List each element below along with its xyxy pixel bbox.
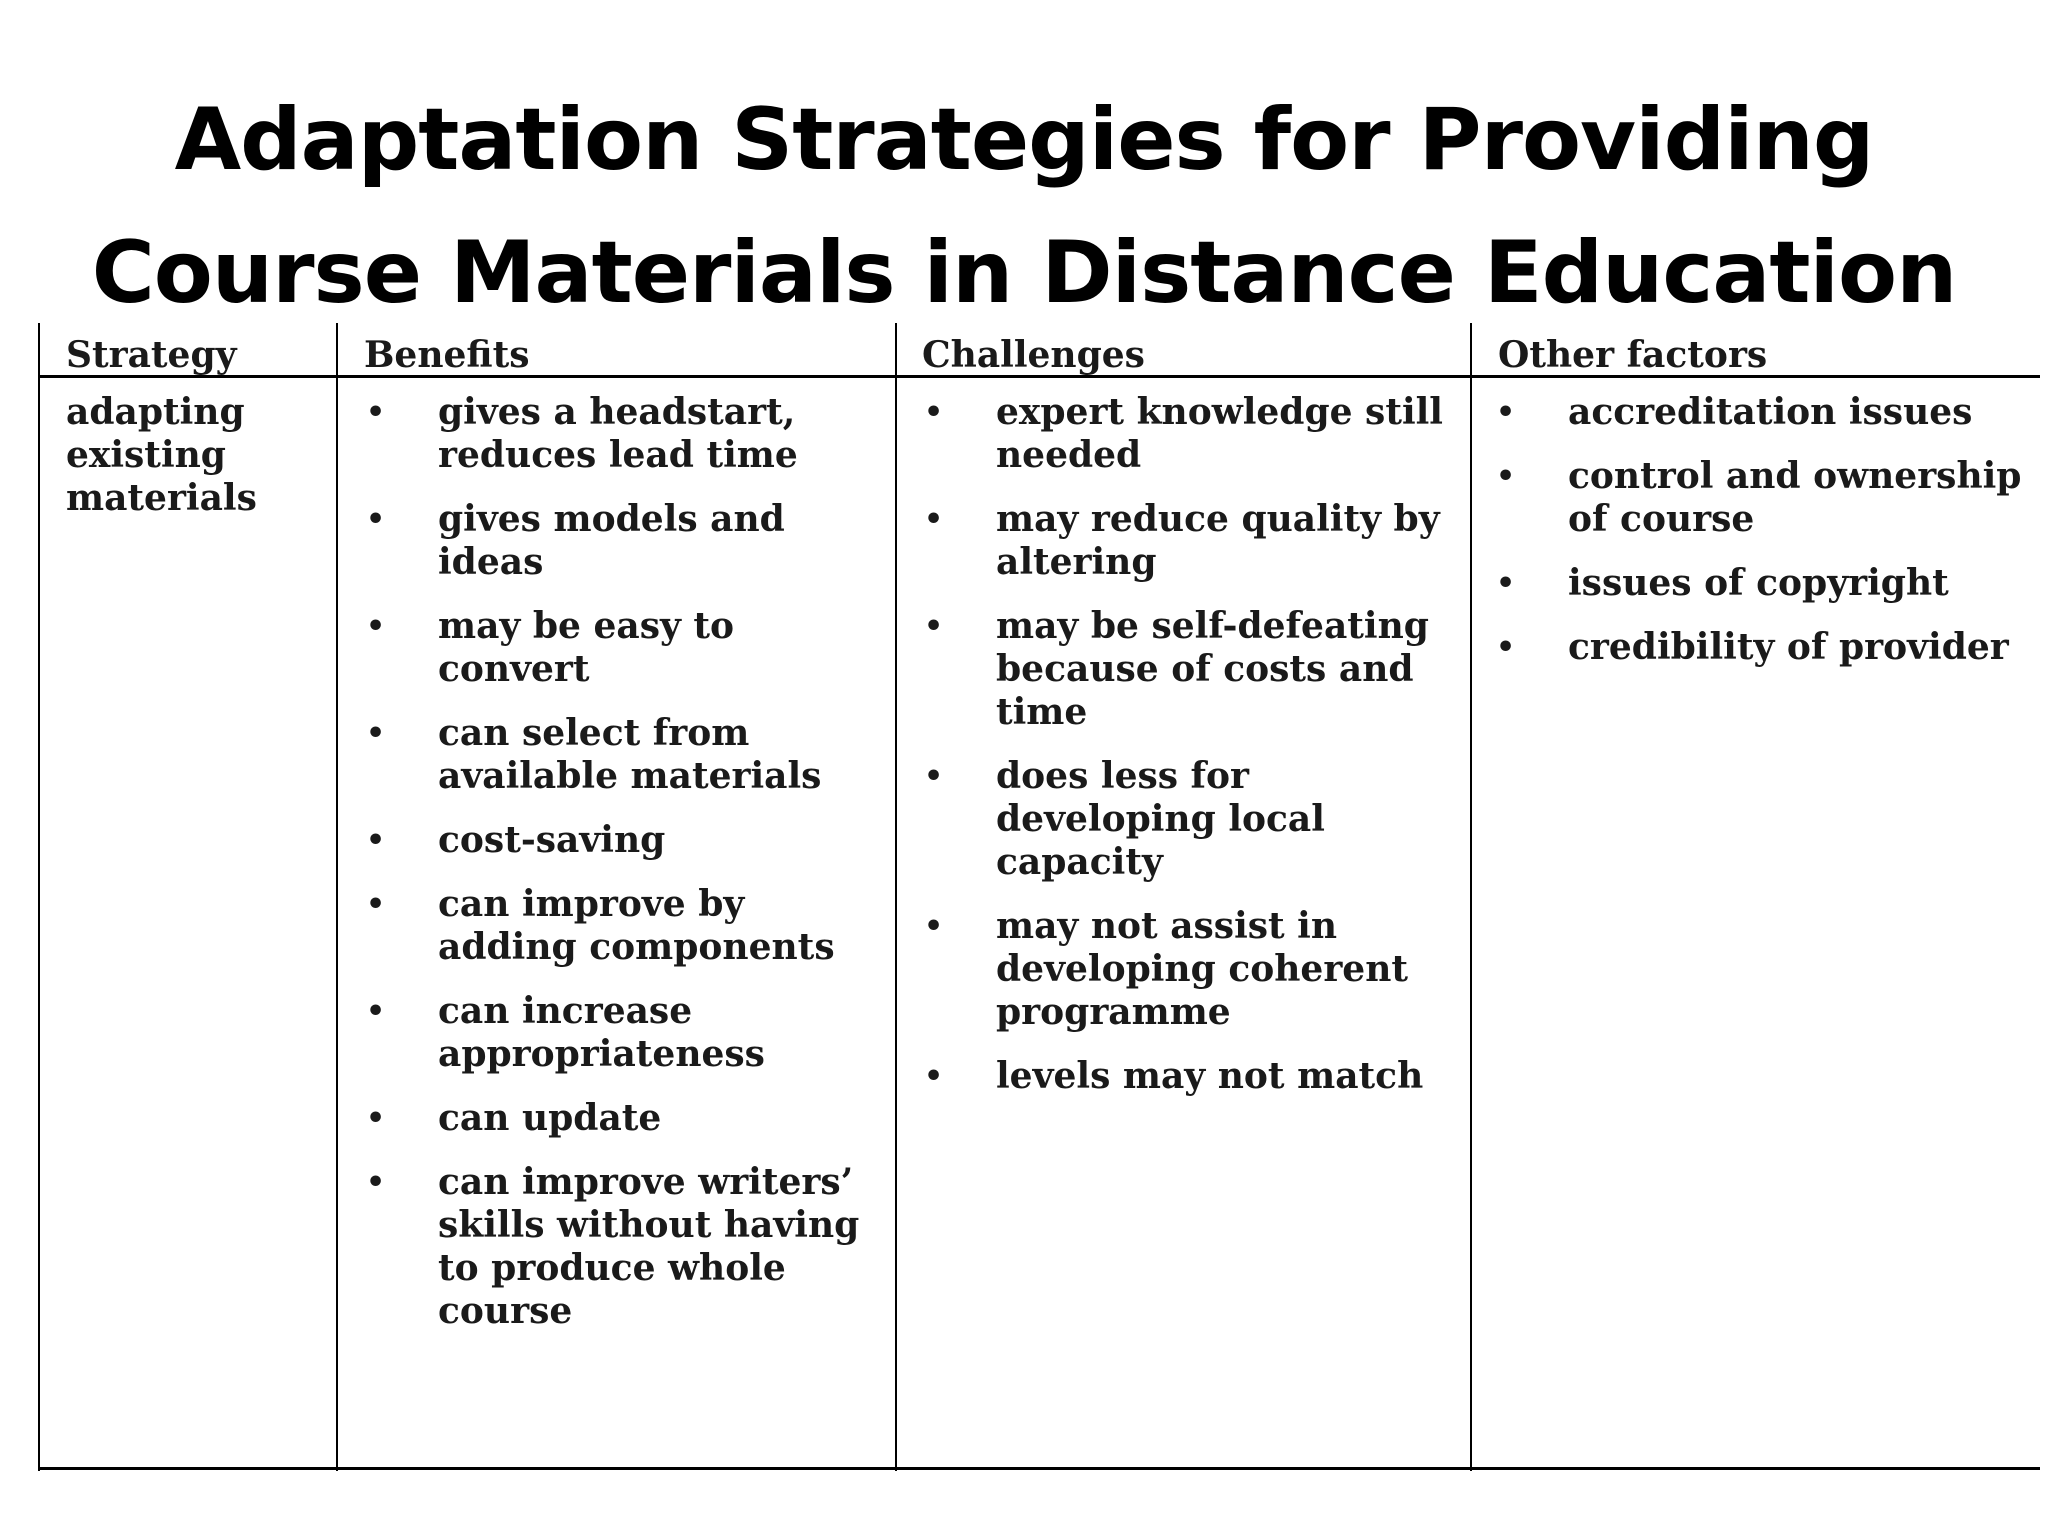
benefit-item-text: can update bbox=[438, 1097, 662, 1139]
bullet-icon: • bbox=[366, 502, 386, 537]
bullet-icon: • bbox=[924, 609, 944, 644]
column-divider-1 bbox=[336, 323, 338, 1471]
bullet-icon: • bbox=[366, 887, 386, 922]
other-factor-item bbox=[1496, 626, 2026, 669]
benefit-item-text: can improve writers’ skills without having to produce whole course bbox=[438, 1161, 860, 1332]
header-other-factors: Other factors bbox=[1498, 334, 1768, 376]
challenge-item-text: may reduce quality by altering bbox=[996, 498, 1440, 583]
bullet-icon: • bbox=[924, 759, 944, 794]
other-factor-item-text: accreditation issues bbox=[1568, 391, 1973, 433]
bullet-icon: • bbox=[1496, 630, 1516, 665]
challenge-item-text: may not assist in developing coherent programme bbox=[996, 905, 1408, 1033]
benefit-item bbox=[366, 712, 886, 798]
title-line-2: Course Materials in Distance Education bbox=[91, 223, 1957, 323]
challenge-item-text: expert knowledge still needed bbox=[996, 391, 1443, 476]
table-border-left bbox=[38, 323, 40, 1471]
other-factor-item-text: issues of copyright bbox=[1568, 562, 1949, 604]
challenge-item-text: levels may not match bbox=[996, 1055, 1424, 1097]
benefit-item-text: can select from available materials bbox=[438, 712, 822, 797]
strategy-cell: adapting existing materials bbox=[66, 391, 257, 519]
bullet-icon: • bbox=[924, 395, 944, 430]
benefit-item-text: gives a headstart, reduces lead time bbox=[438, 391, 798, 476]
benefit-item bbox=[366, 498, 886, 584]
challenge-item bbox=[924, 1055, 1464, 1098]
bullet-icon: • bbox=[1496, 459, 1516, 494]
slide-title bbox=[0, 74, 2048, 340]
benefit-item-text: cost-saving bbox=[438, 819, 666, 861]
title-line-1: Adaptation Strategies for Providing bbox=[174, 90, 1874, 190]
challenge-item bbox=[924, 498, 1464, 584]
bullet-icon: • bbox=[366, 1165, 386, 1200]
column-divider-3 bbox=[1470, 323, 1472, 1471]
bullet-icon: • bbox=[366, 609, 386, 644]
benefit-item bbox=[366, 883, 886, 969]
benefit-item-text: can increase appropriateness bbox=[438, 990, 765, 1075]
bullet-icon: • bbox=[366, 1101, 386, 1136]
benefit-item bbox=[366, 1097, 886, 1140]
benefit-item-text: can improve by adding components bbox=[438, 883, 835, 968]
bullet-icon: • bbox=[366, 716, 386, 751]
bullet-icon: • bbox=[924, 1059, 944, 1094]
challenges-list bbox=[924, 391, 1464, 1098]
other-factor-item bbox=[1496, 562, 2026, 605]
challenge-item-text: may be self-defeating because of costs and time bbox=[996, 605, 1429, 733]
benefit-item bbox=[366, 605, 886, 691]
other-factor-item-text: credibility of provider bbox=[1568, 626, 2009, 668]
other-factor-item-text: control and ownership of course bbox=[1568, 455, 2022, 540]
benefit-item bbox=[366, 1161, 886, 1333]
header-challenges: Challenges bbox=[922, 334, 1145, 376]
challenge-item-text: does less for developing local capacity bbox=[996, 755, 1325, 883]
benefit-item bbox=[366, 391, 886, 477]
bullet-icon: • bbox=[1496, 395, 1516, 430]
strategy-table bbox=[38, 323, 2040, 1471]
bullet-icon: • bbox=[1496, 566, 1516, 601]
benefit-item-text: gives models and ideas bbox=[438, 498, 785, 583]
bullet-icon: • bbox=[924, 909, 944, 944]
bullet-icon: • bbox=[366, 823, 386, 858]
benefit-item bbox=[366, 990, 886, 1076]
other-factors-cell bbox=[1496, 391, 2026, 690]
benefits-cell bbox=[366, 391, 886, 1354]
header-strategy: Strategy bbox=[66, 334, 237, 376]
challenge-item bbox=[924, 905, 1464, 1034]
benefit-item-text: may be easy to convert bbox=[438, 605, 735, 690]
bullet-icon: • bbox=[366, 395, 386, 430]
header-benefits: Benefits bbox=[364, 334, 530, 376]
other-factors-list bbox=[1496, 391, 2026, 669]
challenges-cell bbox=[924, 391, 1464, 1119]
challenge-item bbox=[924, 605, 1464, 734]
challenge-item bbox=[924, 755, 1464, 884]
benefits-list bbox=[366, 391, 886, 1333]
benefit-item bbox=[366, 819, 886, 862]
column-divider-2 bbox=[895, 323, 897, 1471]
challenge-item bbox=[924, 391, 1464, 477]
other-factor-item bbox=[1496, 455, 2026, 541]
bullet-icon: • bbox=[924, 502, 944, 537]
table-border-bottom bbox=[38, 1467, 2040, 1470]
other-factor-item bbox=[1496, 391, 2026, 434]
bullet-icon: • bbox=[366, 994, 386, 1029]
